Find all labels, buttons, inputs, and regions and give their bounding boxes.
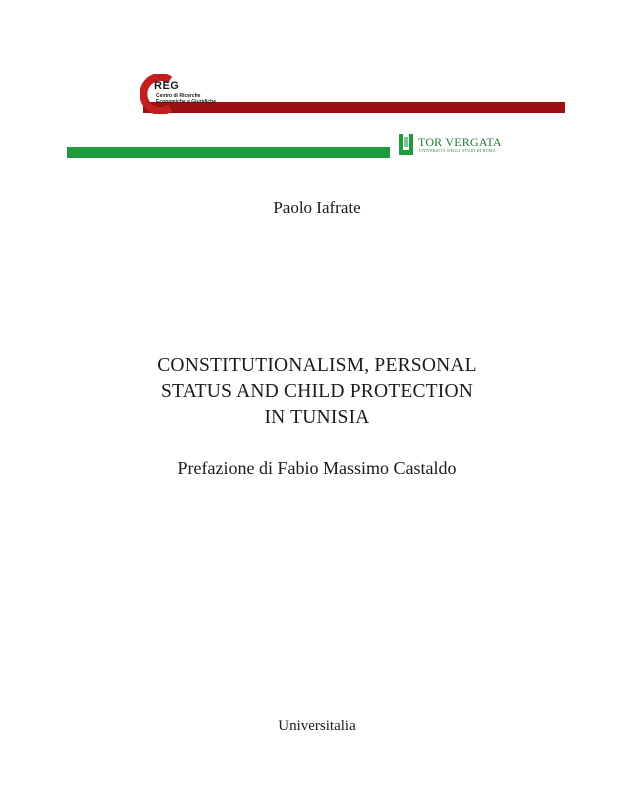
creg-subtitle-line1: Centro di Ricerche [156,93,201,99]
tor-vergata-subtitle: UNIVERSITÀ DEGLI STUDI DI ROMA [419,148,496,153]
preface-credit: Prefazione di Fabio Massimo Castaldo [177,458,457,478]
creg-mark-text: REG [154,80,180,92]
title-line-1: CONSTITUTIONALISM, PERSONAL [157,355,477,376]
title-line-3: IN TUNISIA [264,407,370,428]
tor-vergata-name: TOR VERGATA [418,135,502,149]
publisher-name: Universitalia [278,718,356,734]
creg-subtitle-line2: Economiche e Giuridiche [156,99,217,105]
author-name: Paolo Iafrate [273,198,361,217]
creg-logo [140,74,217,116]
title-line-2: STATUS AND CHILD PROTECTION [160,381,474,402]
tor-vergata-logo [398,133,502,159]
book-title [0,353,634,431]
tor-vergata-emblem-icon [398,133,414,157]
tor-vergata-green-bar [67,147,390,158]
creg-subtitle [156,93,216,105]
